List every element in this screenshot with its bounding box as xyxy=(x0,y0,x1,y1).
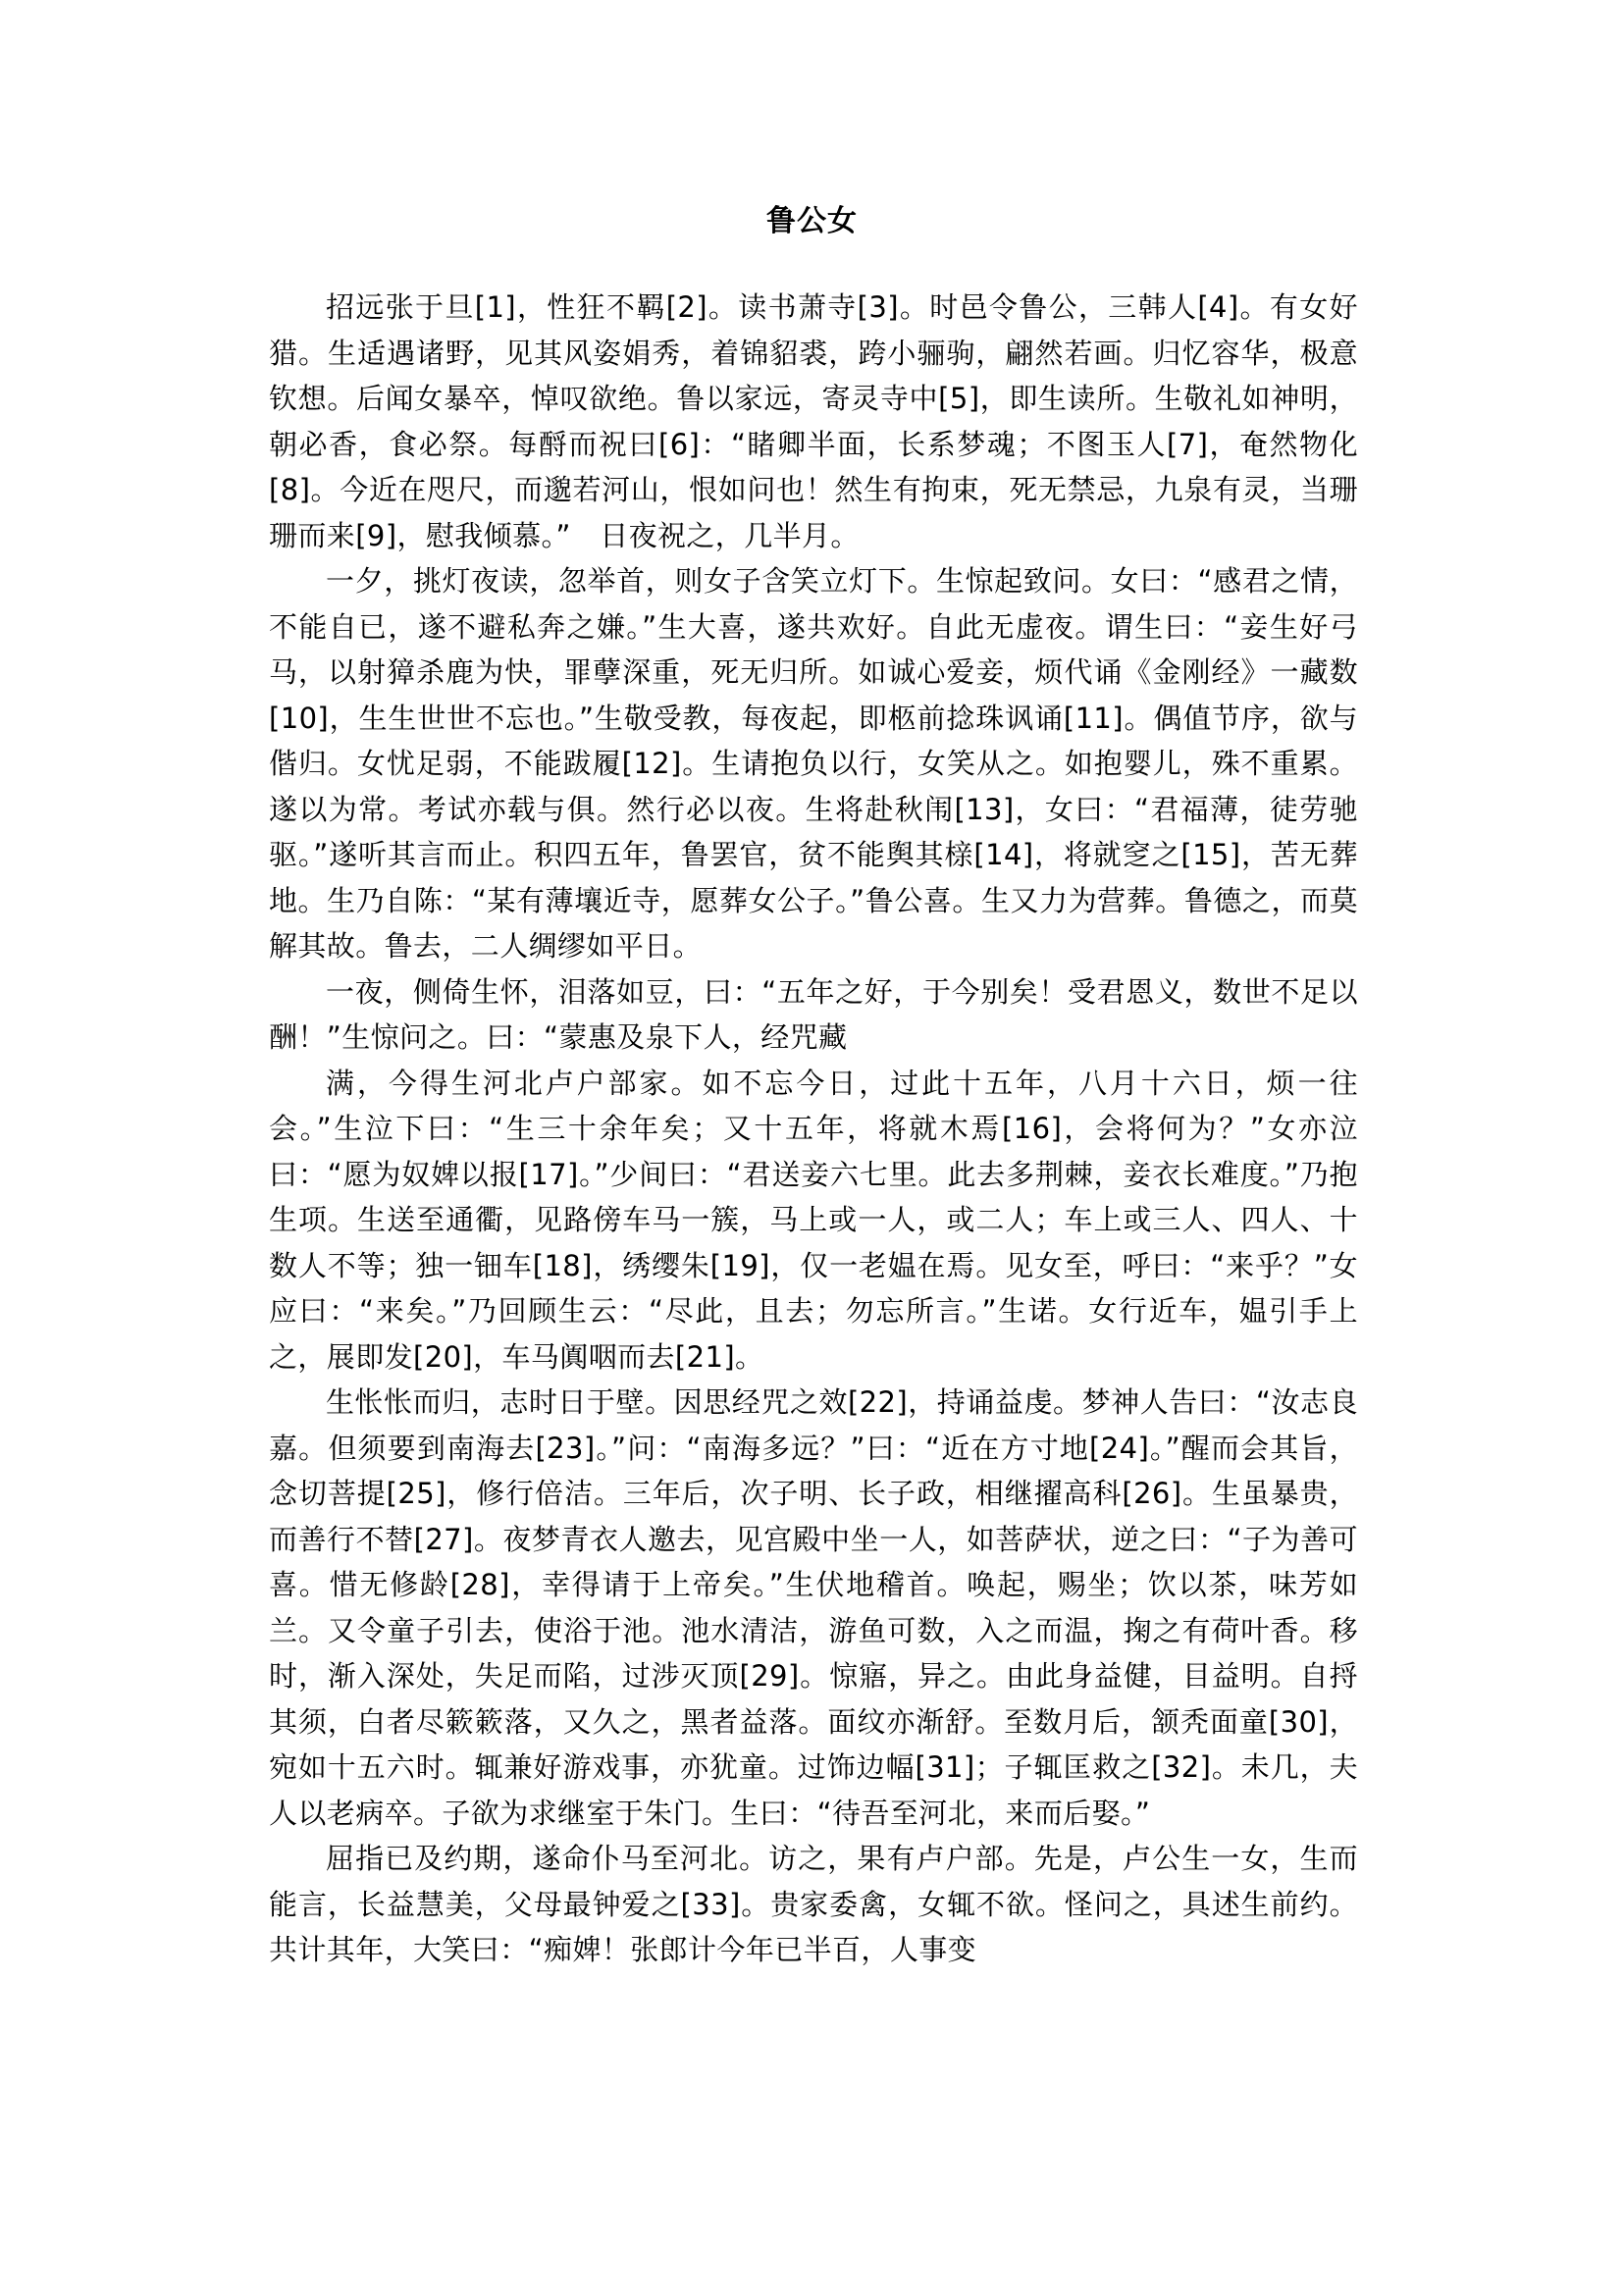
paragraph: 一夜，侧倚生怀，泪落如豆，曰：“五年之好，于今别矣！受君恩义，数世不足以酬！”生惊问之。曰：“蒙惠及泉下人，经咒藏 xyxy=(269,974,1358,1054)
page-title: 鲁公女 xyxy=(766,204,858,238)
body-text xyxy=(269,285,1358,1973)
paragraph: 一夕，挑灯夜读，忽举首，则女子含笑立灯下。生惊起致问。女曰：“感君之情，不能自已，遂不避私奔之嫌。”生大喜，遂共欢好。自此无虚夜。谓生曰：“妾生好弓马，以射獐杀鹿为快，罪孽深重，死无归所。如诚心爱妾，烦代诵《金刚经》一藏数[10]，生生世世不忘也。”生敬受教，每夜起，即柩前捻珠讽诵[11]。偶值节序，欲与偕归。女忧足弱，不能跋履[12]。生请抱负以行，女笑从之。如抱婴儿，殊不重累。遂以为常。考试亦载与俱。然行必以夜。生将赴秋闱[13]，女曰：“君福薄，徒劳驰驱。”遂听其言而止。积四五年，鲁罢官，贫不能舆其榇[14]，将就窆之[15]，苦无葬地。生乃自陈：“某有薄壤近寺，愿葬女公子。”鲁公喜。生又力为营葬。鲁德之，而莫解其故。鲁去，二人绸缪如平日。 xyxy=(269,564,1358,963)
paragraph: 满，今得生河北卢户部家。如不忘今日，过此十五年，八月十六日，烦一往会。”生泣下曰：“生三十余年矣；又十五年，将就木焉[16]，会将何为？”女亦泣曰：“愿为奴婢以报[17]。”少间曰：“君送妾六七里。此去多荆棘，妾衣长难度。”乃抱生项。生送至通衢，见路傍车马一簇，马上或一人，或二人；车上或三人、四人、十数人不等；独一钿车[18]，绣缨朱[19]，仅一老媪在焉。见女至，呼曰：“来乎？”女应曰：“来矣。”乃回顾生云：“尽此，且去；勿忘所言。”生诺。女行近车，媪引手上之，展即发[20]，车马阗咽而去[21]。 xyxy=(269,1066,1358,1374)
paragraph: 生怅怅而归，志时日于壁。因思经咒之效[22]，持诵益虔。梦神人告曰：“汝志良嘉。但须要到南海去[23]。”问：“南海多远？”曰：“近在方寸地[24]。”醒而会其旨，念切菩提[25]，修行倍洁。三年后，次子明、长子政，相继擢高科[26]。生虽暴贵，而善行不替[27]。夜梦青衣人邀去，见宫殿中坐一人，如菩萨状，逆之曰：“子为善可喜。惜无修龄[28]，幸得请于上帝矣。”生伏地稽首。唤起，赐坐；饮以茶，味芳如兰。又令童子引去，使浴于池。池水清洁，游鱼可数，入之而温，掬之有荷叶香。移时，渐入深处，失足而陷，过涉灭顶[29]。惊寤，异之。由此身益健，目益明。自捋其须，白者尽簌簌落，又久之，黑者益落。面纹亦渐舒。至数月后，颔秃面童[30]，宛如十五六时。辄兼好游戏事，亦犹童。过饰边幅[31]；子辄匡救之[32]。未几，夫人以老病卒。子欲为求继室于朱门。生曰：“待吾至河北，来而后娶。” xyxy=(269,1385,1358,1830)
paragraph: 招远张于旦[1]，性狂不羁[2]。读书萧寺[3]。时邑令鲁公，三韩人[4]。有女好猎。生适遇诸野，见其风姿娟秀，着锦貂裘，跨小骊驹，翩然若画。归忆容华，极意钦想。后闻女暴卒，悼叹欲绝。鲁以家远，寄灵寺中[5]，即生读所。生敬礼如神明，朝必香，食必祭。每酹而祝曰[6]：“睹卿半面，长系梦魂；不图玉人[7]，奄然物化[8]。今近在咫尺，而邈若河山，恨如问也！然生有拘束，死无禁忌，九泉有灵，当珊珊而来[9]，慰我倾慕。” 日夜祝之，几半月。 xyxy=(269,290,1358,552)
paragraph: 屈指已及约期，遂命仆马至河北。访之，果有卢户部。先是，卢公生一女，生而能言，长益慧美，父母最钟爱之[33]。贵家委禽，女辄不欲。怪问之，具述生前约。共计其年，大笑曰：“痴婢！张郎计今年已半百，人事变 xyxy=(269,1842,1358,1966)
